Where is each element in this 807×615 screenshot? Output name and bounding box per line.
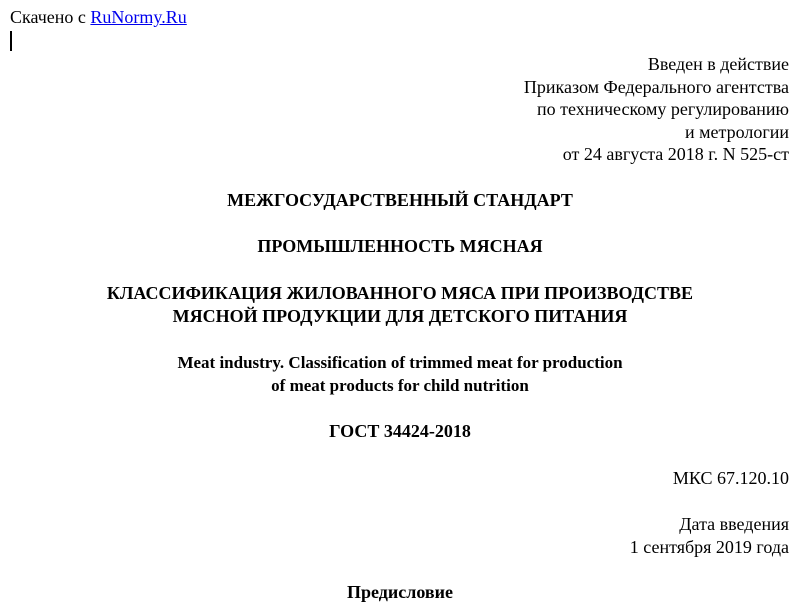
industry-heading: ПРОМЫШЛЕННОСТЬ МЯСНАЯ: [257, 236, 543, 256]
title-russian-line-2: МЯСНОЙ ПРОДУКЦИИ ДЛЯ ДЕТСКОГО ПИТАНИЯ: [172, 306, 628, 326]
title-english: [0, 351, 800, 397]
introduction-line: и метрологии: [685, 121, 789, 142]
title-english-line-1: Meat industry. Classification of trimmed meat for production: [177, 353, 623, 372]
title-english-line-2: of meat products for child nutrition: [271, 376, 529, 395]
introduction-line: Приказом Федерального агентства: [523, 76, 789, 97]
source-prefix: Скачено с: [10, 7, 91, 27]
effective-date-value: 1 сентября 2019 года: [629, 537, 789, 557]
standard-type-heading: МЕЖГОСУДАРСТВЕННЫЙ СТАНДАРТ: [227, 190, 573, 210]
title-russian: [0, 282, 800, 328]
text-cursor: [10, 31, 12, 51]
introduction-block: [524, 53, 789, 166]
effective-date-block: [630, 513, 789, 559]
gost-number: ГОСТ 34424-2018: [329, 421, 471, 441]
source-link[interactable]: RuNormy.Ru: [90, 7, 187, 27]
preface-heading: Предисловие: [347, 582, 453, 602]
title-russian-line-1: КЛАССИФИКАЦИЯ ЖИЛОВАННОГО МЯСА ПРИ ПРОИЗВОДСТВЕ: [106, 283, 694, 303]
effective-date-label: Дата введения: [679, 514, 789, 534]
introduction-line: Введен в действие: [647, 54, 789, 74]
introduction-line: от 24 августа 2018 г. N 525-ст: [562, 144, 789, 164]
mks-code: МКС 67.120.10: [672, 468, 789, 488]
source-line: [10, 6, 187, 28]
introduction-line: по техническому регулированию: [536, 99, 789, 119]
